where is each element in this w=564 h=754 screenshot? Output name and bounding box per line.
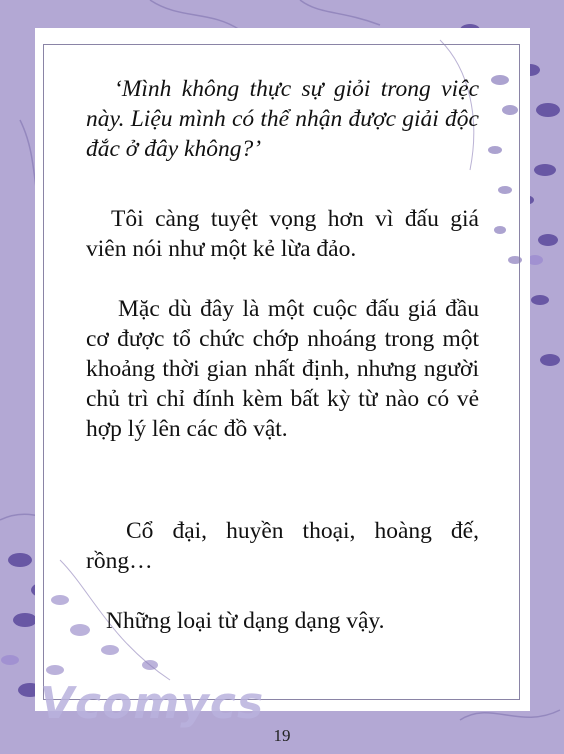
- paragraph-despair: Tôi càng tuyệt vọng hơn vì đấu giá viên nói như một kẻ lừa đảo.: [86, 206, 479, 262]
- watermark-logo: Vcomycs: [40, 678, 265, 729]
- paragraph-words: Cổ đại, huyền thoại, hoàng đế, rồng…: [86, 518, 479, 574]
- paragraph-such-words: Những loại từ dạng dạng vậy.: [106, 608, 385, 634]
- paragraph-auction: Mặc dù đây là một cuộc đấu giá đầu cơ được tổ chức chớp nhoáng trong một khoảng thời gian nhất định, nhưng người chủ trì chỉ đính kèm bất kỳ từ nào có vẻ hợp lý lên các đồ vật.: [86, 296, 479, 442]
- page-number: 19: [273, 726, 291, 745]
- paragraph-thought: ‘Mình không thực sự giỏi trong việc này. Liệu mình có thể nhận được giải độc đắc ở đây không?’: [86, 76, 479, 162]
